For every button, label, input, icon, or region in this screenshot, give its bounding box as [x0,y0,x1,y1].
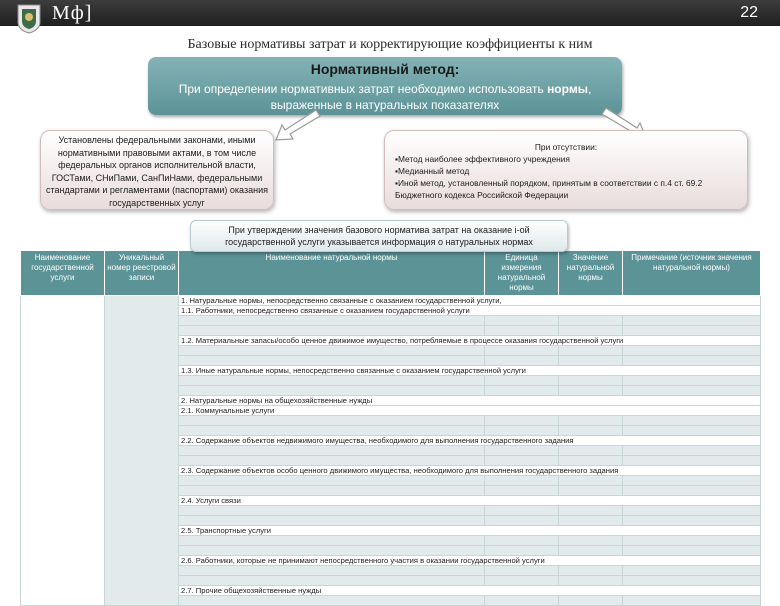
table-cell [623,596,761,606]
table-row [21,296,761,306]
method-title: Нормативный метод: [310,61,460,77]
table-cell [559,576,623,586]
table-cell [179,326,485,336]
table-cell [485,486,559,496]
table-cell [559,316,623,326]
table-cell [485,516,559,526]
table-cell [179,456,485,466]
table-cell [485,506,559,516]
established-norms-box: Установлены федеральными законами, иными нормативными правовыми актами, в том числе федеральных органов исполнительной власти, ГОСТами, СНиПами, СанПиНами, федеральными стандартами и регламентами (паспортами) оказания государственных услуг [40,130,274,210]
table-cell [179,566,485,576]
table-cell [179,386,485,396]
table-cell [485,326,559,336]
table-cell [623,326,761,336]
normative-method-box [148,57,622,115]
table-cell [623,546,761,556]
list-item-text: Медианный метод [397,166,470,176]
table-cell [485,346,559,356]
section-label-cell: 2.7. Прочие общехозяйственные нужды [179,586,761,596]
ministry-emblem-icon [14,2,44,34]
table-cell [623,516,761,526]
brand-logo-text: Мф] [52,2,93,24]
table-cell [623,376,761,386]
table-cell [485,416,559,426]
col-header-registry-number: Уникальный номер реестровой записи [105,251,179,296]
table-cell [559,376,623,386]
natural-norms-table [20,250,761,606]
bullet: ▪ [395,178,398,188]
col-header-norm-name: Наименование натуральной нормы [179,251,485,296]
table-cell [559,446,623,456]
table-cell [559,506,623,516]
table-cell [485,566,559,576]
table-cell [179,446,485,456]
table-body [21,296,761,606]
slide-number: 22 [740,4,758,21]
table-cell [623,456,761,466]
table-cell [559,426,623,436]
table-cell [179,356,485,366]
table-cell [485,376,559,386]
absence-methods-box [384,130,748,210]
list-item [395,153,737,165]
col-header-value: Значение натуральной нормы [559,251,623,296]
approval-info-box: При утверждении значения базового норматива затрат на оказание i-ой государственной услуги указывается информация о натуральных нормах [190,220,568,252]
table-cell [623,506,761,516]
table-cell [623,576,761,586]
col-header-note: Примечание (источник значения натуральной нормы) [623,251,761,296]
table-cell [179,376,485,386]
section-label-cell: 2.2. Содержание объектов недвижимого имущества, необходимого для выполнения государственного задания [179,436,761,446]
table-cell [179,416,485,426]
section-label-cell: 2.4. Услуги связи [179,496,761,506]
table-cell [485,356,559,366]
section-label-cell: 2.3. Содержание объектов особо ценного движимого имущества, необходимого для выполнения государственного задания [179,466,761,476]
section-label-cell: 2.6. Работники, которые не принимают непосредственного участия в оказании государственной услуги [179,556,761,566]
table-cell [559,516,623,526]
table-cell [623,346,761,356]
table-cell [485,596,559,606]
section-label-cell: 1. Натуральные нормы, непосредственно связанные с оказанием государственной услуги, [179,296,761,306]
table-cell [559,356,623,366]
col-header-service-name: Наименование государственной услуги [21,251,105,296]
table-cell [623,476,761,486]
col-header-unit: Единица измерения натуральной нормы [485,251,559,296]
table-cell [485,316,559,326]
table-cell [559,546,623,556]
method-text-part: При определении нормативных затрат необходимо использовать [178,82,548,96]
table-cell [179,506,485,516]
table-cell [485,426,559,436]
list-item-text: Метод наиболее эффективного учреждения [397,154,570,164]
section-label-cell: 2.5. Транспортные услуги [179,526,761,536]
table-cell [559,536,623,546]
table-header-row [21,251,761,296]
table-cell [179,516,485,526]
table-cell [179,576,485,586]
table-cell [179,486,485,496]
table-cell [623,486,761,496]
section-label-cell: 1.1. Работники, непосредственно связанные с оказанием государственной услуги [179,306,761,316]
top-bar [0,0,780,26]
table-cell [485,456,559,466]
bullet: ▪ [395,154,398,164]
table-cell [179,596,485,606]
table-cell [559,416,623,426]
table-cell [485,536,559,546]
table-cell [559,346,623,356]
table-cell [623,566,761,576]
table-cell [559,566,623,576]
table-cell [559,476,623,486]
list-item [395,177,737,201]
method-text-part: , выраженные в натуральных показателях [270,82,592,112]
second-col-cell [105,296,179,606]
table-cell [559,486,623,496]
section-label-cell: 2.1. Коммунальные услуги [179,406,761,416]
list-item [395,165,737,177]
table-cell [623,536,761,546]
section-label-cell: 1.3. Иные натуральные нормы, непосредственно связанные с оказанием государственной услуги [179,366,761,376]
table-cell [559,386,623,396]
first-col-cell [21,296,105,606]
table-cell [623,446,761,456]
arrow-down-left-icon [272,108,322,144]
table-cell [179,426,485,436]
table-cell [623,416,761,426]
table-cell [623,386,761,396]
table-cell [559,596,623,606]
table-cell [179,476,485,486]
table-cell [559,326,623,336]
table-cell [485,476,559,486]
table-cell [623,316,761,326]
bullet: ▪ [395,166,398,176]
table-cell [623,356,761,366]
table-cell [623,426,761,436]
table-cell [485,386,559,396]
table-cell [179,536,485,546]
section-label-cell: 2. Натуральные нормы на общехозяйственные нужды [179,396,761,406]
table-cell [485,546,559,556]
section-label-cell: 1.2. Материальные запасы/особо ценное движимое имущество, потребляемые в процессе оказания государственной услуги [179,336,761,346]
method-text-bold: нормы [547,82,588,96]
table-cell [485,576,559,586]
table-cell [179,546,485,556]
table-cell [485,446,559,456]
table-cell [179,346,485,356]
page-title: Базовые нормативы затрат и корректирующие коэффициенты к ним [187,37,593,52]
method-description [158,81,612,113]
list-item-text: Иной метод, установленный порядком, принятым в соответствии с п.4 ст. 69.2 Бюджетного кодекса Российской Федерации [395,178,703,200]
table-cell [179,316,485,326]
absence-header: При отсутствии: [534,142,598,152]
table-cell [559,456,623,466]
